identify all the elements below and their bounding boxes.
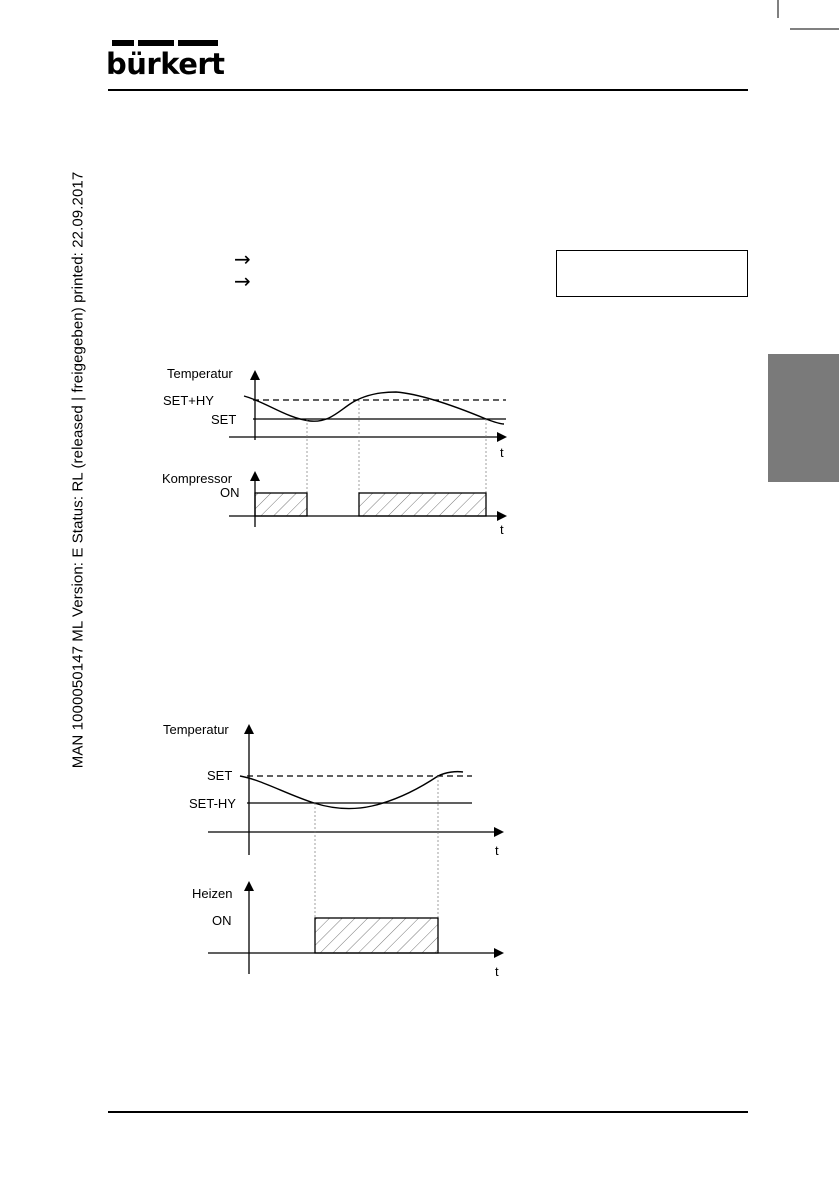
time-label: t — [495, 964, 499, 979]
footer-rule — [108, 1111, 748, 1113]
time-label: t — [500, 445, 504, 460]
level-label-set: SET — [211, 412, 237, 427]
logo-text: bürkert — [106, 47, 225, 81]
on-label: ON — [212, 913, 232, 928]
on-label: ON — [220, 485, 240, 500]
time-label: t — [495, 843, 499, 858]
arrow-right-icon: → — [234, 247, 251, 271]
y-axis-label: Temperatur — [167, 366, 233, 381]
document-info: MAN 1000050147 ML Version: E Status: RL (released | freigegeben) printed: 22.09.2017 — [69, 171, 87, 769]
on-pulse — [359, 493, 486, 516]
time-label: t — [500, 522, 504, 537]
on-pulse — [255, 493, 307, 516]
output-label: Heizen — [192, 886, 233, 901]
level-label-set: SET — [207, 768, 233, 783]
compressor-output-chart — [162, 471, 505, 537]
heater-output-chart — [192, 883, 502, 979]
y-axis-label: Temperatur — [163, 722, 229, 737]
level-label-set-minus-hy: SET-HY — [189, 796, 236, 811]
on-pulse — [315, 918, 438, 953]
level-label-set-plus-hy: SET+HY — [163, 393, 214, 408]
arrow-right-icon: → — [234, 269, 251, 293]
output-label: Kompressor — [162, 471, 233, 486]
